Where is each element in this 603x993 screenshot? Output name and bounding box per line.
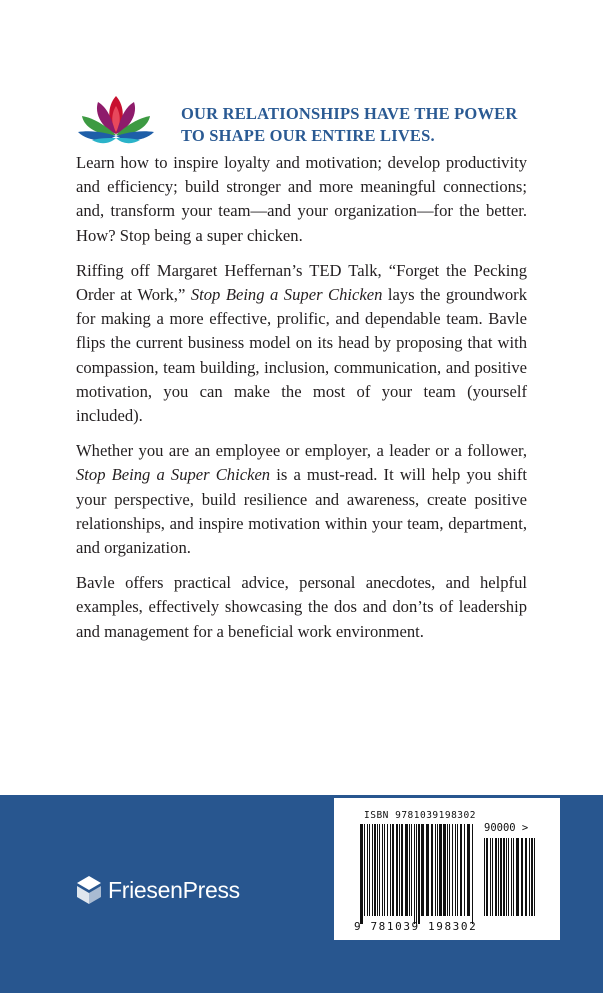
barcode-bar [411,824,412,916]
barcode-bar [455,824,456,916]
barcode-bar [443,824,446,916]
barcode-bar [435,824,436,916]
barcode-bar [467,824,470,916]
barcode-bar [431,824,433,916]
barcode-bar [401,824,403,916]
barcode-bar [492,838,493,916]
barcode-bar [364,824,365,916]
headline [181,103,581,147]
barcode-bar [529,838,530,916]
barcode-panel [334,798,560,940]
headline-line-2: TO SHAPE OUR ENTIRE LIVES. [181,126,435,145]
barcode-bar [409,824,410,916]
barcode-bar [447,824,448,916]
blurb-paragraph-4: Bavle offers practical advice, personal anecdotes, and helpful examples, effectively showcasing the dos and don’ts of leadership and management for a beneficial work environment. [76,573,527,641]
barcode-bar [500,838,502,916]
barcode-bar [437,824,438,916]
barcode-bar [513,838,514,916]
barcode-bar [399,824,400,916]
publisher-name: FriesenPress [108,876,240,903]
barcode-bar [360,824,363,924]
friesenpress-logo-icon [76,875,102,905]
barcode-bar [516,838,519,916]
barcode-bar [390,824,391,916]
blurb-paragraph-1: Learn how to inspire loyalty and motivation; develop productivity and efficiency; build stronger and more meaningful connections; and, transform your team—and your organization—for the better. How? Stop being a super chicken. [76,153,527,245]
book-title: Stop Being a Super Chicken [76,465,271,485]
barcode-bar [367,824,368,916]
barcode-bar [421,824,424,916]
barcode-bar [495,838,497,916]
blurb [76,151,527,655]
p3-rest: is a must-read. It will help you shift your perspective, build resilience and awareness, create positive relationships, and inspire motivation within your team, department, and organization. [76,465,527,558]
publisher-logo [76,873,240,907]
barcode-bar [506,838,507,916]
barcode-bar [369,824,370,916]
ean-barcode [358,824,476,924]
barcode-bar [503,838,505,916]
barcode-bar [372,824,373,916]
barcode-bar [387,824,388,916]
barcode-bar [525,838,527,916]
barcode-bar [405,824,408,916]
barcode-bar [377,824,378,916]
barcode-bar [382,824,383,916]
blurb-paragraph-2 [76,259,527,428]
barcode-bar [521,838,523,916]
barcode-bar [490,838,491,916]
barcode-bar [384,824,385,916]
barcode-bar [484,838,485,916]
barcode-bar [511,838,512,916]
isbn-label: ISBN 9781039198302 [364,810,476,821]
barcode-bar [457,824,458,916]
barcode-bar [396,824,398,916]
ean-digits: 9 781039 198302 [354,920,478,933]
barcode-bar [534,838,535,916]
barcode-bar [418,824,420,924]
barcode-bar [414,824,415,924]
p3-intro: Whether you are an employee or employer, a leader or a follower, [76,441,527,461]
lotus-logo-icon [76,94,156,146]
book-title: Stop Being a Super Chicken [190,285,383,305]
barcode-bar [426,824,429,916]
barcode-bar [416,824,417,924]
barcode-bar [449,824,450,916]
addon-barcode [482,838,538,924]
barcode-bar [472,824,473,924]
barcode-bar [508,838,509,916]
p2-intro: Riffing off Margaret Heffernan’s TED Talk, “Forget the Pecking Order at Work,” [76,260,527,305]
barcode-bar [498,838,499,916]
barcode-bar [460,824,462,916]
barcode-bar [379,824,380,916]
barcode-bar [531,838,533,916]
barcode-bar [464,824,465,916]
blurb-paragraph-3 [76,439,527,560]
barcode-bar [374,824,376,916]
barcode-bar [392,824,394,916]
barcode-bar [486,838,488,916]
p2-rest: lays the groundwork for making a more effective, prolific, and dependable team. Bavle flips the current business model on its head by proposing that with compassion, team building, inclusion, communication, and positive motivation, you can make the most of your team (yourself included). [76,285,527,426]
barcode-bar [452,824,453,916]
headline-line-1: OUR RELATIONSHIPS HAVE THE POWER [181,104,518,123]
barcode-bar [439,824,442,916]
price-code: 90000 > [484,822,529,834]
